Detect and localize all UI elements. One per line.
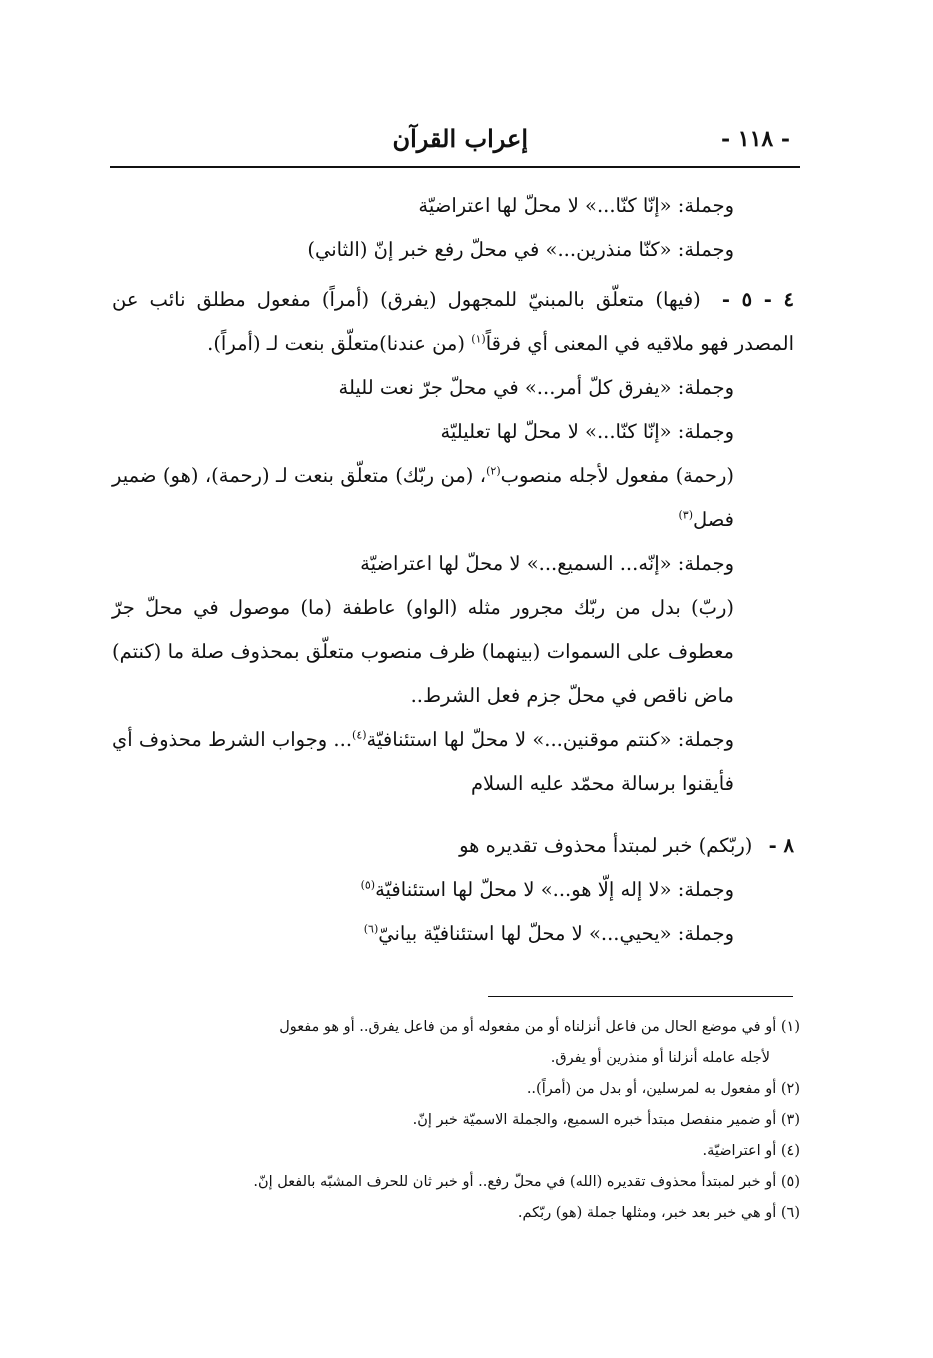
paragraph-text: (ربّكم) خبر لمبتدأ محذوف تقديره هو <box>459 834 753 857</box>
text-line: وجملة: «إنّا كنّا...» لا محلّ لها تعليليّة <box>440 420 734 443</box>
text-line: وجملة: «يفرق كلّ أمر...» في محلّ جرّ نعت لليلة <box>338 376 734 399</box>
paragraph-text: وجملة: «كنتم موقنين...» لا محلّ لها استئنافيّة <box>366 728 734 751</box>
paragraph <box>112 718 794 806</box>
verse-paragraph-4-5 <box>112 278 794 366</box>
footnote: (٥) أو خبر لمبتدأ محذوف تقديره (الله) في محلّ رفع.. أو خبر ثان للحرف المشبّه بالفعل إنّ. <box>253 1174 800 1190</box>
footnote-ref[interactable]: (٢) <box>486 464 501 478</box>
footnote: (٢) أو مفعول به لمرسلين، أو بدل من (أمراً).. <box>526 1081 800 1097</box>
footnote-continuation: لأجله عامله أنزلنا أو منذرين أو يفرق. <box>550 1050 770 1066</box>
footnote-ref[interactable]: (٣) <box>678 508 693 522</box>
footnote: (٤) أو اعتراضيّة. <box>702 1143 800 1159</box>
book-title: إعراب القرآن <box>392 124 528 153</box>
paragraph-text: ، (من ربّك) متعلّق بنعت لـ (رحمة)، (هو) ضمير فصل <box>112 464 734 531</box>
paragraph-text: وجملة: «لا إله إلّا هو...» لا محلّ لها استئنافيّة <box>375 878 734 901</box>
footnote-ref[interactable]: (٥) <box>360 878 376 892</box>
footnote-ref[interactable]: (٦) <box>363 922 379 936</box>
footnote: (٣) أو ضمير منفصل مبتدأ خبره السميع، والجملة الاسميّة خبر إنّ. <box>412 1112 800 1128</box>
paragraph-text: (من عندنا)متعلّق بنعت لـ (أمراً). <box>207 332 465 355</box>
paragraph-text: (فيها) متعلّق بالمبنيّ للمجهول (يفرق) (أمراً) مفعول مطلق نائب عن المصدر فهو ملاقيه في المعنى أي فرقاً <box>112 288 794 355</box>
footnote: (١) أو في موضع الحال من فاعل أنزلناه أو من مفعوله أو من فاعل يفرق.. أو هو مفعول <box>279 1019 800 1035</box>
page-header <box>108 118 798 166</box>
verse-number: ٤ - ٥ - <box>721 288 794 311</box>
page-number: - ١١٨ - <box>720 126 790 152</box>
footnotes <box>168 1012 800 1229</box>
footnote-ref[interactable]: (٤) <box>352 728 367 742</box>
text-line: وجملة: «إنّه... السميع...» لا محلّ لها اعتراضيّة <box>360 552 734 575</box>
footnote: (٦) أو هي خبر بعد خبر، ومثلها جملة (هو) ربّكم. <box>517 1205 800 1221</box>
header-divider <box>110 166 800 168</box>
paragraph-text: ... وجواب الشرط محذوف أي فأيقنوا برسالة محمّد عليه السلام <box>112 728 734 795</box>
text-line: وجملة: «إنّا كنّا...» لا محلّ لها اعتراضيّة <box>418 194 734 217</box>
footnote-divider <box>488 996 793 997</box>
text-line <box>112 868 794 912</box>
main-text <box>112 184 794 956</box>
text-line <box>112 912 794 956</box>
paragraph <box>112 454 794 542</box>
footnote-ref[interactable]: (١) <box>471 332 486 346</box>
verse-paragraph-8 <box>112 824 794 868</box>
paragraph-text: (رحمة) مفعول لأجله منصوب <box>500 464 734 487</box>
verse-number: ٨ - <box>768 834 794 857</box>
paragraph-text: وجملة: «يحيي...» لا محلّ لها استئنافيّة بيانيّ <box>378 922 734 945</box>
text-line: وجملة: «كنّا منذرين...» في محلّ رفع خبر إنّ (الثاني) <box>307 238 734 261</box>
paragraph: (ربّ) بدل من ربّك مجرور مثله (الواو) عاطفة (ما) موصول في محلّ جرّ معطوف على السموات (بينهما) ظرف منصوب متعلّق بمحذوف صلة ما (كنتم) ماض ناقص في محلّ جزم فعل الشرط.. <box>112 596 734 707</box>
